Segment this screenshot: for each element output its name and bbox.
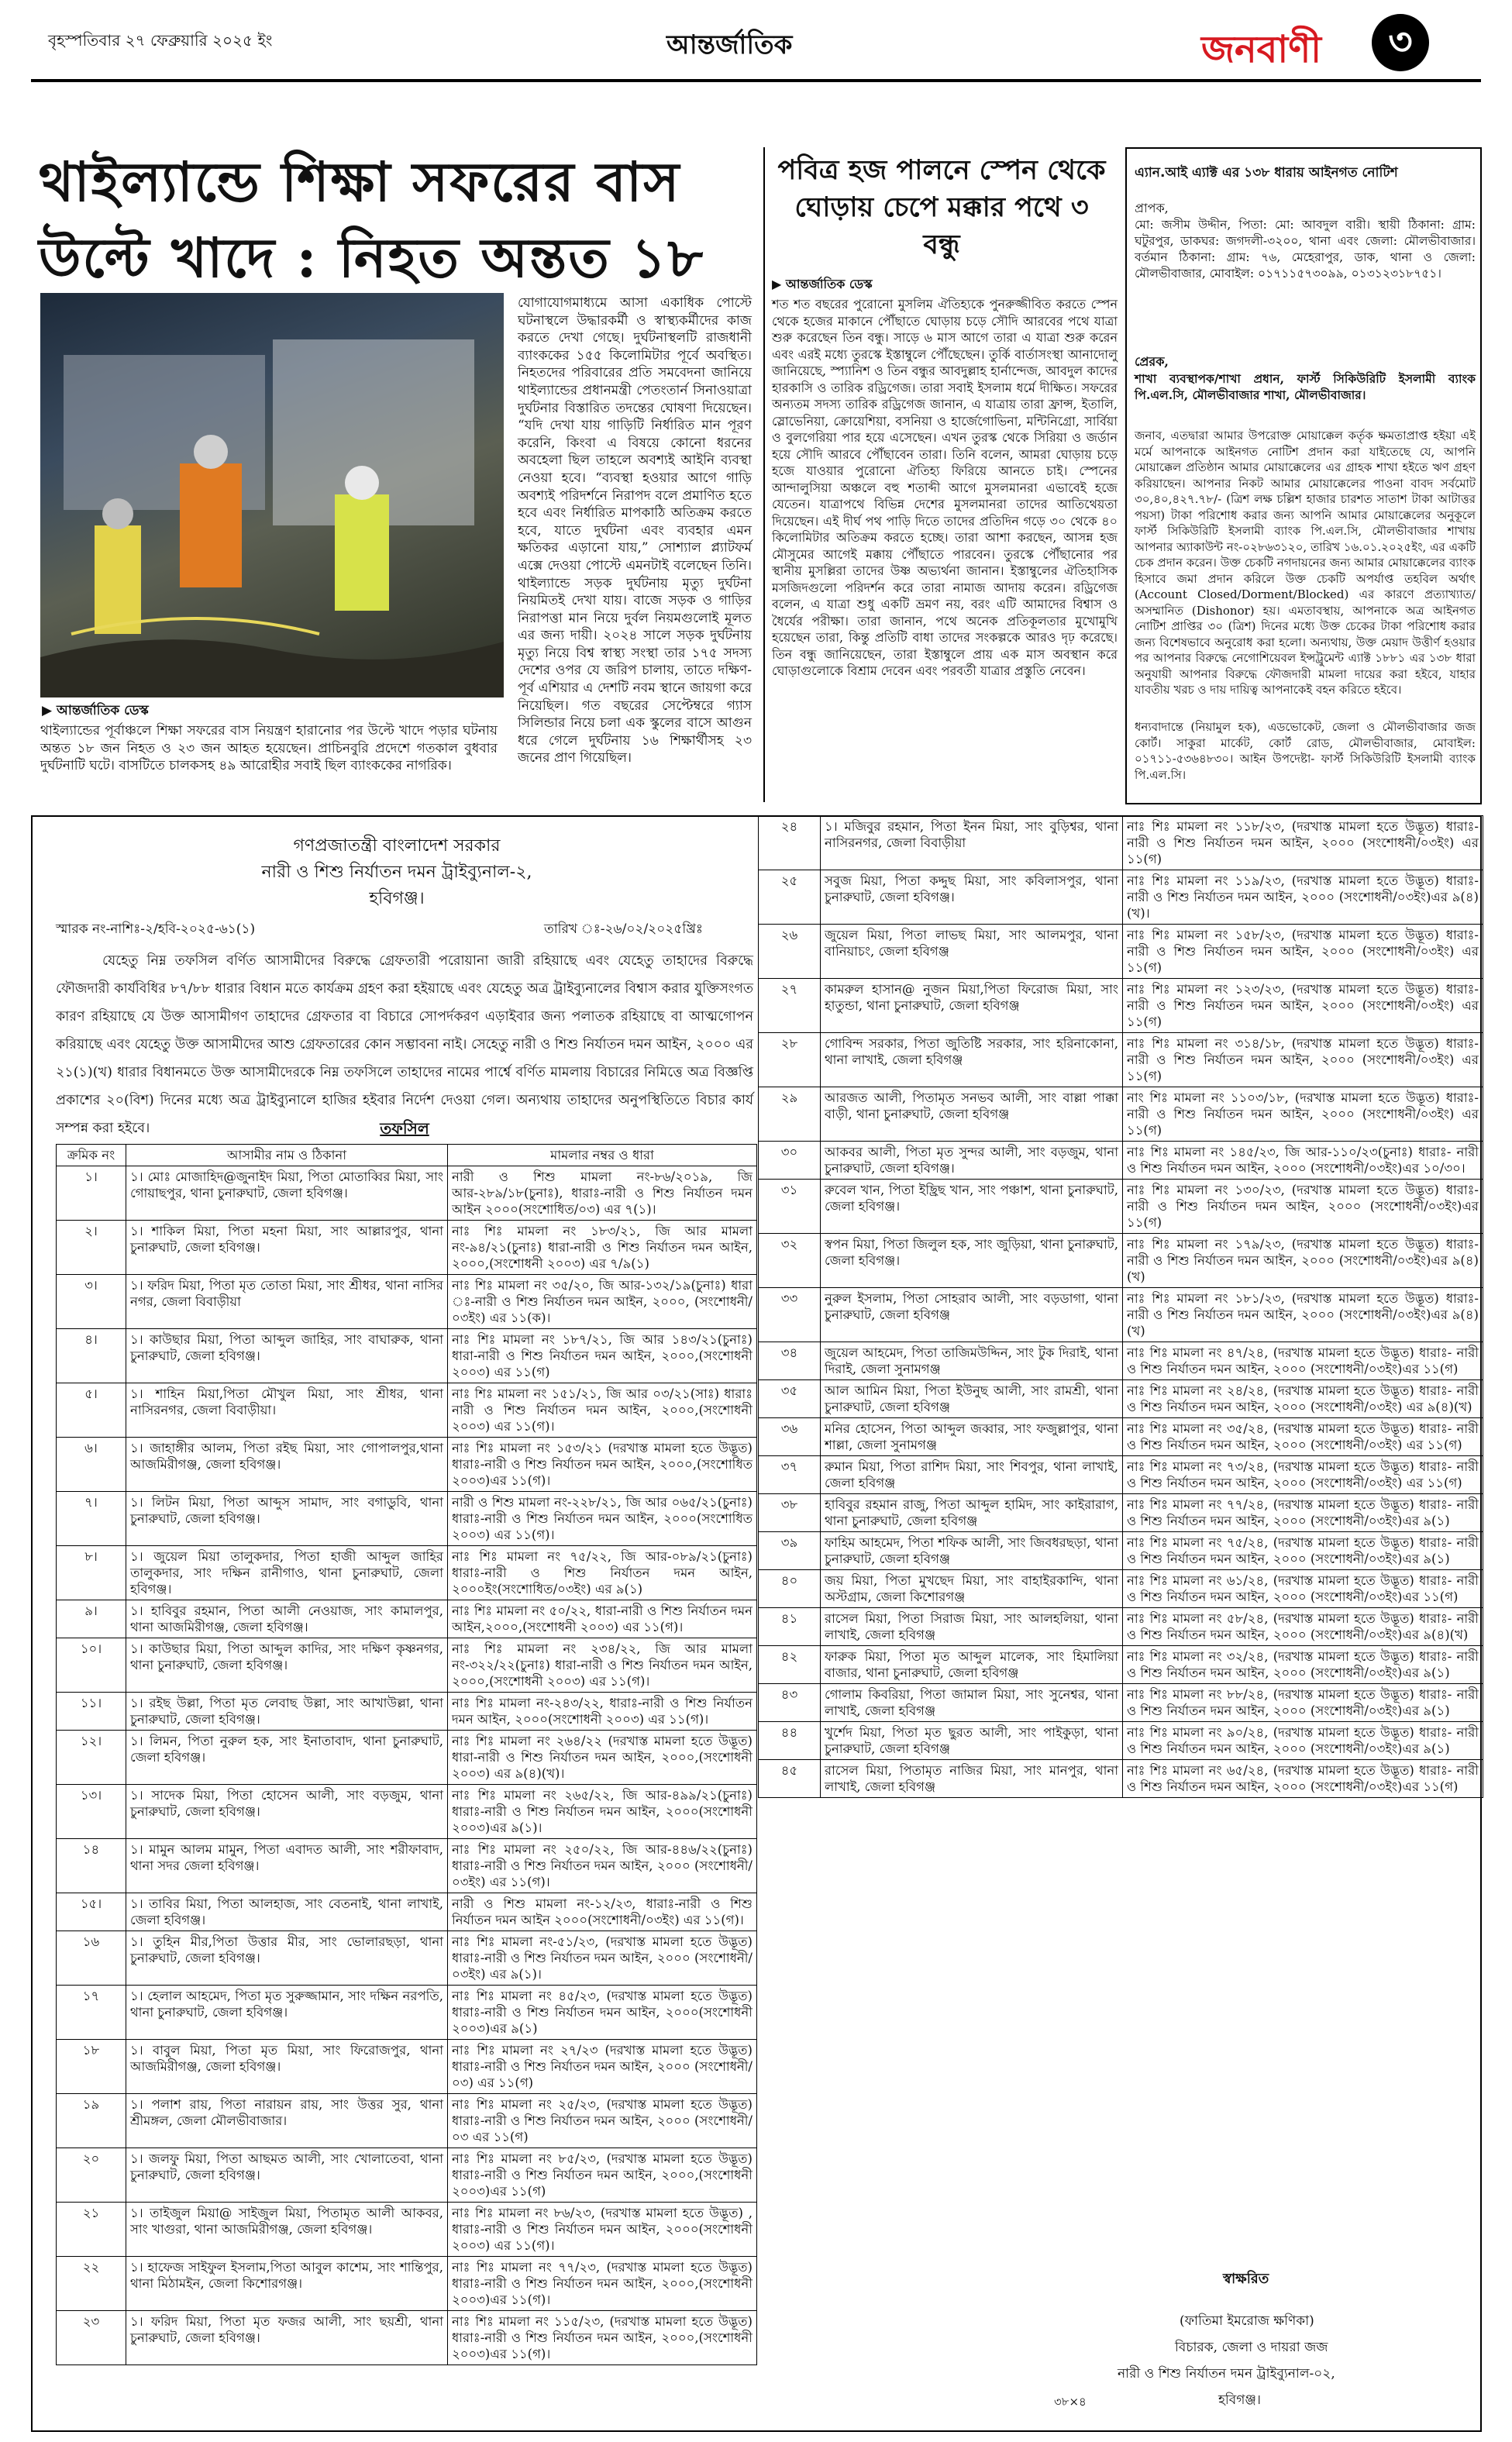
table-row [57, 1986, 757, 2040]
table-row [57, 2203, 757, 2257]
col-header-accused: আসামীর নাম ও ঠিকানা [126, 1145, 448, 1166]
case-cell: নাঃ শিঃ মামলা নং ৪৭/২৪, (দরখাস্ত মামলা হতে উদ্ভূত) ধারাঃ- নারী ও শিশু নির্যাতন দমন আইন, ২০০০ (সংশোধনী/০৩ইং)এর ১১(গ) [1123, 1342, 1483, 1380]
case-cell: নাঃ শিঃ মামলা নং ১৭৯/২৩, (দরখাস্ত মামলা হতে উদ্ভূত) ধারাঃ- নারী ও শিশু নির্যাতন দমন আইন, ২০০০ (সংশোধনী/০৩ইং)এর ৯(৪)(খ) [1123, 1234, 1483, 1288]
table-row [57, 1546, 757, 1600]
table-row [57, 2311, 757, 2365]
serial-cell: ২০ [57, 2148, 126, 2203]
signer-title: বিচারক, জেলা ও দায়রা জজ [1175, 2340, 1328, 2355]
hajj-body: শত শত বছরের পুরোনো মুসলিম ঐতিহ্যকে পুনরুজ্জীবিত করতে স্পেন থেকে হজের মাকানে পৌঁছাতে ঘোড়ায় চড়ে সৌদি আরবের পথে যাত্রা শুরু করেছেন তিন বন্ধু। সাড়ে ৬ মাস আগে তারা এ যাত্রা শুরু করেন এবং এরই মধ্যে তুরস্কে ইস্তাম্বুলে পৌঁছেছেন। তুর্কি বার্তাসংস্থা আনাদোলু জানিয়েছে, স্প্যানিশ ও তিন বন্ধুর আবদুল্লাহ হার্নান্দেজ, আবদুল কাদের হারকাসি ও তারিক রড্রিগেজ। তারা সবাই ইসলাম ধর্মে দীক্ষিত। সফরের অন্যতম সদস্য তারিক রড্রিগেজ জানান, এ যাত্রায় তারা ফ্রান্স, ইতালি, স্লোভেনিয়া, ক্রোয়েশিয়া, বসনিয়া ও হার্জেগোভিনা, মন্টিনিগ্রো, সার্বিয়া ও বুলগেরিয়া পার হয়ে এসেছেন। এখন তুরস্ক থেকে সিরিয়া ও জর্ডান হয়ে সৌদি আরবে পৌঁছাবেন তারা। তিনি বলেন, আমরা ঘোড়ায় চড়ে হজে যাওয়ার পুরোনো ঐতিহ্য ফিরিয়ে আনতে চাই। স্পেনের আন্দালুসিয়া অঞ্চলে বহু শতাব্দী আগে মুসলমানরা এভাবেই হজে যেতেন। যাত্রাপথে বিভিন্ন দেশের মুসলমানরা তাদের আতিথেয়তা দিয়েছেন। এই দীর্ঘ পথ পাড়ি দিতে তাদের প্রতিদিন গড়ে ৩০ থেকে ৪০ কিলোমিটার অতিক্রম করতে হচ্ছে। তারা আশা করছেন, আসন্ন হজ মৌসুমের আগেই মক্কায় পৌঁছাতে পারবেন। তুরস্কে পৌঁছানোর পর স্থানীয় মুসল্লিরা তাদের উষ্ণ অভ্যর্থনা জানান। ইস্তাম্বুলের ঐতিহাসিক মসজিদগুলো পরিদর্শন করে তারা নামাজ আদায় করেন। রড্রিগেজ বলেন, এ যাত্রা শুধু একটি ভ্রমণ নয়, বরং এটি আমাদের বিশ্বাস ও ধৈর্যের পরীক্ষা। তারা জানান, পথে অনেক প্রতিকূলতার মুখোমুখি হয়েছেন তারা, কিন্তু প্রতিটি বাধা তাদের সংকল্পকে আরও দৃঢ় করেছে। তিন বন্ধু জানিয়েছেন, তারা ইস্তাম্বুলে প্রায় এক মাস অবস্থান করে ঘোড়াগুলোকে বিশ্রাম দেবেন এবং পরবর্তী যাত্রার প্রস্তুতি নেবেন। [772, 297, 1118, 678]
accused-cell: স্বপন মিয়া, পিতা জিলুল হক, সাং জুড়িয়া, থানা চুনারুঘাট, জেলা হবিগঞ্জ। [821, 1234, 1123, 1288]
table-row [759, 1180, 1483, 1234]
main-headline [39, 144, 752, 296]
tribunal-place: হবিগঞ্জ। [369, 889, 425, 908]
main-headline-line2: উল্টে খাদে : নিহত অন্তত ১৮ [39, 226, 704, 290]
case-cell: নাঃ শিঃ মামলা নং ৭৭/২৪, (দরখাস্ত মামলা হতে উদ্ভূত) ধারাঃ- নারী ও শিশু নির্যাতন দমন আইন, ২০০০ (সংশোধনী/০৩ইং)এর ৯(১) [1123, 1494, 1483, 1532]
case-cell: নাঃ শিঃ মামলা নং ২৭/২৩ (দরখাস্ত মামলা হতে উদ্ভূত) ধারাঃ-নারী ও শিশু নির্যাতন দমন আইন, ২০০০ (সংশোধনী/০৩) এর ১১(গ) [448, 2040, 757, 2094]
case-cell: নাঃ শিঃ মামলা নং ২৩৪/২২, জি আর মামলা নং-৩২২/২২(চুনাঃ) ধারা-নারী ও শিশু নির্যাতন দমন আইন, ২০০০,(সংশোধনী ২০০৩) এর ১১(গ)। [448, 1638, 757, 1693]
case-cell: নাঃ শিঃ মামলা নং ৬৫/২৪, (দরখাস্ত মামলা হতে উদ্ভূত) ধারাঃ- নারী ও শিশু নির্যাতন দমন আইন, ২০০০ (সংশোধনী/০৩ইং)এর ১১(গ) [1123, 1760, 1483, 1798]
serial-cell: ১। [57, 1166, 126, 1221]
accused-cell: মনির হোসেন, পিতা আব্দুল জব্বার, সাং ফজুল্লাপুর, থানা শাল্লা, জেলা সুনামগঞ্জ [821, 1418, 1123, 1456]
caption-marker-icon: ▶ [42, 703, 57, 718]
accused-cell: ১। তাইজুল মিয়া@ সাইজুল মিয়া, পিতামৃত আলী আকবর, সাং খাগুরা, থানা আজমিরীগঞ্জ, জেলা হবিগঞ্জ। [126, 2203, 448, 2257]
accused-cell: ১। জলফু মিয়া, পিতা আছমত আলী, সাং খোলাতেবা, থানা চুনারুঘাট, জেলা হবিগঞ্জ। [126, 2148, 448, 2203]
table-row [57, 1166, 757, 1221]
tribunal-gov: গণপ্রজাতন্ত্রী বাংলাদেশ সরকার [293, 836, 501, 856]
accused-cell: হাবিবুর রহমান রাজু, পিতা আব্দুল হামিদ, সাং কাইরারাগ, থানা চুনারুঘাট, জেলা হবিগঞ্জ [821, 1494, 1123, 1532]
tribunal-para: যেহেতু নিম্ন তফসিল বর্ণিত আসামীদের বিরুদ্ধে গ্রেফতারী পরোয়ানা জারী রহিয়াছে এবং যেহেতু তাহাদের বিরুদ্ধে ফৌজদারী কার্যবিধির ৮৭/৮৮ ধারার বিধান মতে কার্যক্রম গ্রহণ করা হইয়াছে এবং যেহেতু অত্র ট্রাইব্যুনালের বিশ্বাস করার যুক্তিসংগত কারণ রহিয়াছে যে উক্ত আসামীগণ তাহাদের গ্রেফতার বা বিচারে সোপর্দকরণ এড়াইবার জন্য পলাতক রহিয়াছে বা আত্মগোপন করিয়াছে এবং যেহেতু উক্ত আসামীদের আশু গ্রেফতারের কোন সম্ভাবনা নাই। সেহেতু নারী ও শিশু নির্যাতন দমন আইন, ২০০০ এর ২১(১)(খ) ধারার বিধানমতে উক্ত আসামীদেরকে নিম্ন তফসিলে তাহাদের নামের পার্শ্বে বর্ণিত মামলায় বিচারের নিমিত্তে অত্র বিজ্ঞপ্তি প্রকাশের ২০(বিশ) দিনের মধ্যে অত্র ট্রাইব্যুনালে হাজির হইবার নির্দেশ দেওয়া গেল। অন্যথায় তাহাদের অনুপস্থিতিতে বিচার কার্য সম্পন্ন করা হইবে। [56, 953, 753, 1136]
accused-cell: ফাহিম আহমেদ, পিতা শফিক আলী, সাং জিবধরছড়া, থানা চুনারুঘাট, জেলা হবিগঞ্জ [821, 1532, 1123, 1570]
serial-cell: ৩৬ [759, 1418, 821, 1456]
main-headline-line1: থাইল্যান্ডে শিক্ষা সফরের বাস [39, 150, 681, 214]
accused-cell: খুর্শেদ মিয়া, পিতা মৃত ছুরত আলী, সাং পাইকুড়া, থানা চুনারুঘাট, জেলা হবিগঞ্জ [821, 1722, 1123, 1760]
serial-cell: ৭। [57, 1492, 126, 1546]
section-title: আন্তর্জাতিক [666, 29, 793, 60]
main-story-divider [763, 147, 765, 802]
serial-cell: ৪১ [759, 1608, 821, 1646]
serial-cell: ৪৫ [759, 1760, 821, 1798]
accused-cell: ১। শাহিন মিয়া,পিতা মৌখুল মিয়া, সাং শ্রীধর, থানা নাসিরনগর, জেলা বিবাড়ীয়া। [126, 1383, 448, 1438]
table-row [57, 1638, 757, 1693]
page-number: ৩ [1372, 14, 1429, 71]
serial-cell: ২। [57, 1221, 126, 1275]
table-row [759, 1760, 1483, 1798]
table-row [759, 1380, 1483, 1418]
serial-cell: ২৩ [57, 2311, 126, 2365]
accused-cell: ১। জাহাঙ্গীর আলম, পিতা রইছ মিয়া, সাং গোপালপুর,থানা আজমিরীগঞ্জ, জেলা হবিগঞ্জ। [126, 1438, 448, 1492]
serial-cell: ৩১ [759, 1180, 821, 1234]
table-row [759, 1532, 1483, 1570]
accused-cell: জয় মিয়া, পিতা মুখছেদ মিয়া, সাং বাহাইরকান্দি, থানা অস্টগ্রাম, জেলা কিশোরগঞ্জ [821, 1570, 1123, 1608]
serial-cell: ১৮ [57, 2040, 126, 2094]
table-row [57, 1839, 757, 1893]
main-col2: যোগাযোগমাধ্যমে আসা একাধিক পোস্টে ঘটনাস্থলে উদ্ধারকর্মী ও স্বাস্থ্যকর্মীদের কাজ করতে দেখা গেছে। দুর্ঘটনাস্থলটি রাজধানী ব্যাংককের ১৫৫ কিলোমিটার পূর্বে অবস্থিত। নিহতদের পরিবারের প্রতি সমবেদনা জানিয়ে থাইল্যান্ডের প্রধানমন্ত্রী পেতংতার্ন সিনাওয়াত্রা দুর্ঘটনার বিস্তারিত তদন্তের ঘোষণা দিয়েছেন। “যদি দেখা যায় গাড়িটি নির্ধারিত মান পূরণ করেনি, কিংবা এ বিষয়ে কোনো ধরনের অবহেলা ছিল তাহলে অবশ্যই আইনি ব্যবস্থা নেওয়া হবে। “ব্যবস্থা হওয়ার আগে গাড়ি অবশ্যই পরিদর্শনে নিরাপদ বলে প্রমাণিত হতে হবে এবং নির্ধারিত মাপকাঠি অতিক্রম করতে হবে, যাতে দুর্ঘটনা এবং ব্যবহার এমন ক্ষতিকর এড়ানো যায়,” সোশ্যাল প্ল্যাটফর্ম এক্সে দেওয়া পোস্টে এমনটাই বলেছেন তিনি। থাইল্যান্ডে সড়ক দুর্ঘটনায় মৃত্যু দুর্ঘটনা নিয়মিতই দেখা যায়। বাজে সড়ক ও গাড়ির নিরাপত্তা মান নিয়ে দুর্বল নিয়মগুলোই মূলত এর জন্য দায়ী। ২০২৪ সালে সড়ক দুর্ঘটনায় মৃত্যু নিয়ে বিশ্ব স্বাস্থ্য সংস্থা তার ১৭৫ সদস্য দেশের ওপর যে জরিপ চালায়, তাতে দক্ষিণ-পূর্ব এশিয়ার এ দেশটি নবম স্থানে জায়গা করে নিয়েছিল। গত বছরের সেপ্টেম্বরে গ্যাস সিলিন্ডার নিয়ে চলা এক স্কুলের বাসে আগুন ধরে গেলে দুর্ঘটনায় ১৬ শিক্ষার্থীসহ ২৩ জনের প্রাণ গিয়েছিল। [518, 295, 752, 766]
serial-cell: ২৯ [759, 1087, 821, 1142]
case-cell: নাঃ শিঃ মামলা নং ৮৬/২৩, (দরখাস্ত মামলা হতে উদ্ভূত) , ধারাঃ-নারী ও শিশু নির্যাতন দমন আইন, ২০০০(সংশোধনী ২০০৩) এর ১১(গ)। [448, 2203, 757, 2257]
case-cell: নাঃ শিঃ মামলা নং ২৫/২৩, (দরখাস্ত মামলা হতে উদ্ভূত) ধারাঃ-নারী ও শিশু নির্যাতন দমন আইন, ২০০০ (সংশোধনী/০৩ এর ১১(গ) [448, 2094, 757, 2148]
case-cell: নাঃ শিঃ মামলা নং ১৮৭/২১, জি আর ১৪৩/২১(চুনাঃ) ধারা-নারী ও শিশু নির্যাতন দমন আইন, ২০০০,(সংশোধনী ২০০৩) এর ১১(গ) [448, 1329, 757, 1383]
case-cell: নাঃ শিঃ মামলা নং-২৪৩/২২, ধারাঃ-নারী ও শিশু নির্যাতন দমন আইন, ২০০০(সংশোধনী ২০০৩) এর ১১(গ)। [448, 1693, 757, 1731]
serial-cell: ২২ [57, 2257, 126, 2311]
accused-cell: ফারুক মিয়া, পিতা মৃত আব্দুল মালেক, সাং হিমালিয়া বাজার, থানা চুনারুঘাট, জেলা হবিগঞ্জ [821, 1646, 1123, 1684]
serial-cell: ৪২ [759, 1646, 821, 1684]
accused-cell: রাসেল মিয়া, পিতামৃত নাজির মিয়া, সাং মানপুর, থানা লাখাই, জেলা হবিগঞ্জ [821, 1760, 1123, 1798]
table-header-row [57, 1145, 757, 1166]
case-cell: নাং শিঃ মামলা নং ১১০৩/১৮, (দরখাস্ত মামলা হতে উদ্ভূত) ধারাঃ- নারী ও শিশু নির্যাতন দমন আইন, ২০০০ (সংশোধনী/০৩ইং) এর ১১(গ) [1123, 1087, 1483, 1142]
accused-cell: ১। ফরিদ মিয়া, পিতা মৃত তোতা মিয়া, সাং শ্রীধর, থানা নাসির নগর, জেলা বিবাড়ীয়া [126, 1275, 448, 1329]
logo [1201, 17, 1449, 71]
accused-cell: রুমান মিয়া, পিতা রাশিদ মিয়া, সাং শিবপুর, থানা লাখাই, জেলা হবিগঞ্জ [821, 1456, 1123, 1494]
serial-cell: ৮। [57, 1546, 126, 1600]
case-cell: নাঃ শিঃ মামলা নং ১৮১/২৩, (দরখাস্ত মামলা হতে উদ্ভূত) ধারাঃ- নারী ও শিশু নির্যাতন দমন আইন, ২০০০ (সংশোধনী/০৩ইং)এর ৯(৪)(খ) [1123, 1288, 1483, 1342]
case-cell: নাঃ শিঃ মামলা নং ৭৫/২৪, (দরখাস্ত মামলা হতে উদ্ভূত) ধারাঃ- নারী ও শিশু নির্যাতন দমন আইন, ২০০০ (সংশোধনী/০৩ইং)এর ৯(১) [1123, 1532, 1483, 1570]
accused-cell: আল আমিন মিয়া, পিতা ইউনুছ আলী, সাং রামশ্রী, থানা চুনারুঘাট, জেলা হবিগঞ্জ [821, 1380, 1123, 1418]
serial-cell: ১৪ [57, 1839, 126, 1893]
serial-cell: ৩৯ [759, 1532, 821, 1570]
col-header-serial: ক্রমিক নং [57, 1145, 126, 1166]
bus-crash-photo [40, 293, 504, 697]
case-cell: নাঃ শিঃ মামলা নং ৭৩/২৪, (দরখাস্ত মামলা হতে উদ্ভূত) ধারাঃ- নারী ও শিশু নির্যাতন দমন আইন, ২০০০ (সংশোধনী/০৩ইং) এর ১১(গ) [1123, 1456, 1483, 1494]
case-cell: নাঃ শিঃ মামলা নং ১১৮/২৩, (দরখাস্ত মামলা হতে উদ্ভূত) ধারাঃ- নারী ও শিশু নির্যাতন দমন আইন, ২০০০ (সংশোধনী/০৩ইং) এর ১১(গ) [1123, 816, 1483, 870]
case-cell: নাঃ শিঃ মামলা নং ৫৮/২৪, (দরখাস্ত মামলা হতে উদ্ভূত) ধারাঃ- নারী ও শিশু নির্যাতন দমন আইন, ২০০০ (সংশোধনী/০৩ইং)এর ৯(৪)(খ) [1123, 1608, 1483, 1646]
table-row [57, 1492, 757, 1546]
case-cell: নাঃ শিঃ মামলা নং ১১৫/২৩, (দরখাস্ত মামলা হতে উদ্ভূত) ধারাঃ-নারী ও শিশু নির্যাতন দমন আইন, ২০০০,(সংশোধনী ২০০৩)এর ১১(গ)। [448, 2311, 757, 2365]
case-cell: নাঃ শিঃ মামলা নং ১৫৮/২৩, (দরখাস্ত মামলা হতে উদ্ভূত) ধারাঃ- নারী ও শিশু নির্যাতন দমন আইন, ২০০০ (সংশোধনী/০৩ইং) এর ১১(গ) [1123, 925, 1483, 979]
table-row [57, 1438, 757, 1492]
table-row [759, 1722, 1483, 1760]
table-row [759, 816, 1483, 870]
table-row [759, 979, 1483, 1033]
serial-cell: ৩৭ [759, 1456, 821, 1494]
case-cell: নাঃ শিঃ মামলা নং ২৪/২৪, (দরখাস্ত মামলা হতে উদ্ভূত) ধারাঃ- নারী ও শিশু নির্যাতন দমন আইন, ২০০০ (সংশোধনী/০৩ইং) এর ৯(৪)(খ) [1123, 1380, 1483, 1418]
case-cell: নাঃ শিঃ মামলা নং ১৫১/২১, জি আর ০৩/২১(সাঃ) ধারাঃ নারী ও শিশু নির্যাতন দমন আইন, ২০০০,(সংশোধনী ২০০৩) এর ১১(গ)। [448, 1383, 757, 1438]
legal-notice-box [1125, 147, 1482, 804]
accused-cell: ১। মামুন আলম মামুন, পিতা এবাদত আলী, সাং শরীফাবাদ, থানা সদর জেলা হবিগঞ্জ। [126, 1839, 448, 1893]
table-row [759, 1570, 1483, 1608]
serial-cell: ৩৩ [759, 1288, 821, 1342]
recipient-label: প্রাপক, [1135, 201, 1169, 215]
serial-cell: ৩০ [759, 1142, 821, 1180]
accused-cell: ১। ফরিদ মিয়া, পিতা মৃত ফজর আলী, সাং ছয়শ্রী, থানা চুনারুঘাট, জেলা হবিগঞ্জ। [126, 2311, 448, 2365]
recipient-text: মো: জসীম উদ্দীন, পিতা: মো: আবদুল বারী। স্থায়ী ঠিকানা: গ্রাম: ঘটুরপুর, ডাকঘর: জগদলী-৩২০০, থানা এবং জেলা: মৌলভীবাজার। বর্তমান ঠিকানা: গ্রাম: ৭৬, মেহেরাপুর, ডাক, থানা ও জেলা: মৌলভীবাজার, মোবাইল: ০১৭১১৫৭৩০৯৯, ০১৩১২৩১৮৭৫১। [1135, 218, 1476, 281]
case-cell: নাঃ শিঃ মামলা নং ৭৫/২২, জি আর-০৮৯/২১(চুনাঃ) ধারাঃ-নারী ও শিশু নির্যাতন দমন আইন, ২০০০ইং(সংশোধিত/০৩ইং) এর ৯(১) [448, 1546, 757, 1600]
case-cell: নারী ও শিশু মামলা নং-৮৬/২০১৯, জি আর-২৮৯/১৮(চুনাঃ), ধারাঃ-নারী ও শিশু নির্যাতন দমন আইন ২০০০(সংশোধিত/০৩) এর ৭(১)। [448, 1166, 757, 1221]
case-cell: নারী ও শিশু মামলা নং-১২/২৩, ধারাঃ-নারী ও শিশু নির্যাতন দমন আইন ২০০০(সংশোধনী/০৩ইং) এর ১১(গ)। [448, 1893, 757, 1931]
table-row [759, 1288, 1483, 1342]
header-rule [31, 79, 1481, 82]
case-cell: নাঃ শিঃ মামলা নং ১১৯/২৩, (দরখাস্ত মামলা হতে উদ্ভূত) ধারাঃ- নারী ও শিশু নির্যাতন দমন আইন, ২০০০ (সংশোধনী/০৩ইং)এর ৯(৪)(খ)। [1123, 870, 1483, 925]
serial-cell: ১০। [57, 1638, 126, 1693]
case-cell: নাঃ শিঃ মামলা নং ১৫৩/২১ (দরখাস্ত মামলা হতে উদ্ভূত) ধারাঃ-নারী ও শিশু নির্যাতন দমন আইন, ২০০০,(সংশোধিত ২০০৩)এর ১১(গ)। [448, 1438, 757, 1492]
accused-cell: ১। মজিবুর রহমান, পিতা ইনন মিয়া, সাং বুড়িশ্বর, থানা নাসিরনগর, জেলা বিবাড়ীয়া [821, 816, 1123, 870]
case-cell: নাঃ শিঃ মামলা নং-৫১/২৩, (দরখাস্ত মামলা হতে উদ্ভূত) ধারাঃ-নারী ও শিশু নির্যাতন দমন আইন, ২০০০ (সংশোধনী/০৩ইং) এর ৯(১)। [448, 1931, 757, 1986]
hajj-byline [772, 274, 873, 295]
serial-cell: ১২। [57, 1731, 126, 1785]
serial-cell: ৯। [57, 1600, 126, 1638]
crash-scene-illustration [40, 293, 504, 697]
case-cell: নাঃ শিঃ মামলা নং ১২৩/২৩, (দরখাস্ত মামলা হতে উদ্ভূত) ধারাঃ- নারী ও শিশু নির্যাতন দমন আইন, ২০০০ (সংশোধনী/০৩ইং) এর ১১(গ) [1123, 979, 1483, 1033]
serial-cell: ২৭ [759, 979, 821, 1033]
accused-cell: আকবর আলী, পিতা মৃত সুন্দর আলী, সাং বড়জুম, থানা চুনারুঘাট, জেলা হবিগঞ্জ। [821, 1142, 1123, 1180]
serial-cell: ৩৪ [759, 1342, 821, 1380]
logo-text: জনবাণী [1201, 28, 1321, 71]
photo-caption-text: আন্তর্জাতিক ডেস্ক [57, 703, 149, 718]
serial-cell: ৪৩ [759, 1684, 821, 1722]
serial-cell: ২৮ [759, 1033, 821, 1087]
table-row [759, 1234, 1483, 1288]
serial-cell: ১৩। [57, 1785, 126, 1839]
accused-cell: ১। রইছ উল্লা, পিতা মৃত লেবাছ উল্লা, সাং আখাউল্লা, থানা চুনারুঘাট, জেলা হবিগঞ্জ। [126, 1693, 448, 1731]
serial-cell: ২৬ [759, 925, 821, 979]
signer-place: হবিগঞ্জ। [1218, 2392, 1262, 2408]
table-row [57, 1329, 757, 1383]
signed-label: স্বাক্ষরিত [1223, 2271, 1269, 2287]
case-cell: নাঃ শিঃ মামলা নং ৫০/২২, ধারা-নারী ও শিশু নির্যাতন দমন আইন,২০০০,(সংশোধনী ২০০৩) এর ১১(গ)। [448, 1600, 757, 1638]
accused-cell: গোলাম কিবরিয়া, পিতা জামাল মিয়া, সাং সুনেশ্বর, থানা লাখাই, জেলা হবিগঞ্জ [821, 1684, 1123, 1722]
case-cell: নারী ও শিশু মামলা নং-২২৮/২১, জি আর ০৬৫/২১(চুনাঃ) ধারাঃ-নারী ও শিশু নির্যাতন দমন আইন, ২০০০(সংশোধিত ২০০৩) এর ১১(গ)। [448, 1492, 757, 1546]
accused-cell: ১। হেলাল আহমেদ, পিতা মৃত সুরুজ্জামান, সাং দক্ষিন নরপতি, থানা চুনারুঘাট, জেলা হবিগঞ্জ। [126, 1986, 448, 2040]
accused-cell: ১। লিটন মিয়া, পিতা আব্দুস সামাদ, সাং বগাডুবি, থানা চুনারুঘাট, জেলা হবিগঞ্জ। [126, 1492, 448, 1546]
table-row [759, 870, 1483, 925]
accused-cell: ১। কাউছার মিয়া, পিতা আব্দুল কাদির, সাং দক্ষিণ কৃষ্ণনগর, থানা চুনারুঘাট, জেলা হবিগঞ্জ। [126, 1638, 448, 1693]
serial-cell: ১৯ [57, 2094, 126, 2148]
table-row [57, 1693, 757, 1731]
legal-notice-signer: ধন্যবাদান্তে (নিয়ামুল হক), এডভোকেট, জেলা ও মৌলভীবাজার জজ কোর্ট। সাকুরা মার্কেট, কোর্ট রোড, মৌলভীবাজার, মোবাইল: ০১৭১১-৫৩৬৪৮৩০। আইন উপদেষ্টা- ফার্স্ট সিকিউরিটি ইসলামী ব্যাংক পি.এল.সি। [1135, 720, 1476, 782]
tribunal-date: তারিখ ঃ-২৬/০২/২০২৫খ্রিঃ [544, 921, 703, 937]
table-row [759, 1646, 1483, 1684]
case-cell: নাঃ শিঃ মামলা নং ৩৫/২০, জি আর-১৩২/১৯(চুনাঃ) ধারা ঃ-নারী ও শিশু নির্যাতন দমন আইন, ২০০০, (সংশোধনী/০৩ইং) এর ১১(ক)। [448, 1275, 757, 1329]
serial-cell: ১৬ [57, 1931, 126, 1986]
table-row [759, 1142, 1483, 1180]
footer-code: ৩৮×৪ [1054, 2395, 1087, 2409]
signer-name: (ফাতিমা ইমরোজ ক্ষণিকা) [1180, 2313, 1314, 2329]
accused-cell: ১। বাবুল মিয়া, পিতা মৃত মিয়া, সাং ফিরোজপুর, থানা আজমিরীগঞ্জ, জেলা হবিগঞ্জ। [126, 2040, 448, 2094]
accused-cell: ১। সাদেক মিয়া, পিতা হোসেন আলী, সাং বড়জুম, থানা চুনারুঘাট, জেলা হবিগঞ্জ। [126, 1785, 448, 1839]
schedule-table-right [758, 815, 1483, 2255]
main-intro: থাইল্যান্ডের পূর্বাঞ্চলে শিক্ষা সফরের বাস নিয়ন্ত্রণ হারানোর পর উল্টে খাদে পড়ার ঘটনায় অন্তত ১৮ জন নিহত ও ২৩ জন আহত হয়েছেন। প্রাচিনবুরি প্রদেশে গতকাল বুধবার দুর্ঘটনাটি ঘটে। বাসটিতে চালকসহ ৪৯ আরোহীর সবাই ছিল ব্যাংককের নাগরিক। [40, 723, 498, 774]
case-cell: নাঃ শিঃ মামলা নং ৪৫/২৩, (দরখাস্ত মামলা হতে উদ্ভূত) ধারাঃ-নারী ও শিশু নির্যাতন দমন আইন, ২০০০(সংশোধনী ২০০৩)এর ৯(১) [448, 1986, 757, 2040]
accused-cell: সবুজ মিয়া, পিতা কদ্দুছ মিয়া, সাং কবিলাসপুর, থানা চুনারুঘাট, জেলা হবিগঞ্জ। [821, 870, 1123, 925]
col-header-case: মামলার নম্বর ও ধারা [448, 1145, 757, 1166]
hajj-headline: পবিত্র হজ পালনে স্পেন থেকে ঘোড়ায় চেপে মক্কার পথে ৩ বন্ধু [777, 154, 1106, 260]
photo-caption [42, 701, 149, 722]
accused-cell: ১। পলাশ রায়, পিতা নারায়ন রায়, সাং উত্তর সুর, থানা শ্রীমঙ্গল, জেলা মৌলভীবাজার। [126, 2094, 448, 2148]
signer-court: নারী ও শিশু নির্যাতন দমন ট্রাইব্যুনাল-০২, [1118, 2366, 1335, 2382]
accused-cell: ১। লিমন, পিতা নুরুল হক, সাং ইনাতাবাদ, থানা চুনারুঘাট, জেলা হবিগঞ্জ। [126, 1731, 448, 1785]
accused-cell: ১। তাবির মিয়া, পিতা আলহাজ, সাং বেতনাই, থানা লাখাই, জেলা হবিগঞ্জ। [126, 1893, 448, 1931]
table-row [57, 2040, 757, 2094]
serial-cell: ৩। [57, 1275, 126, 1329]
serial-cell: ৩৮ [759, 1494, 821, 1532]
serial-cell: ১৭ [57, 1986, 126, 2040]
serial-cell: ২৫ [759, 870, 821, 925]
table-row [57, 1275, 757, 1329]
case-cell: নাঃ শিঃ মামলা নং ১৩০/২৩, (দরখাস্ত মামলা হতে উদ্ভূত) ধারাঃ- নারী ও শিশু নির্যাতন দমন আইন, ২০০০ (সংশোধনী/০৩ইং)এর ১১(গ) [1123, 1180, 1483, 1234]
case-cell: নাঃ শিঃ মামলা নং ২৫০/২২, জি আর-৪৪৬/২২(চুনাঃ) ধারাঃ-নারী ও শিশু নির্যাতন দমন আইন, ২০০০ (সংশোধনী/০৩ইং) এর ১১(গ)। [448, 1839, 757, 1893]
accused-cell: রাসেল মিয়া, পিতা সিরাজ মিয়া, সাং আলহলিয়া, থানা লাখাই, জেলা হবিগঞ্জ [821, 1608, 1123, 1646]
serial-cell: ২১ [57, 2203, 126, 2257]
serial-cell: ৫। [57, 1383, 126, 1438]
table-row [57, 1600, 757, 1638]
accused-cell: ১। তুহিন মীর,পিতা উত্তার মীর, সাং ভোলারছড়া, থানা চুনারুঘাট, জেলা হবিগঞ্জ। [126, 1931, 448, 1986]
case-cell: নাঃ শিঃ মামলা নং ২৬৫/২২, জি আর-৪৯৯/২১(চুনাঃ) ধারাঃ-নারী ও শিশু নির্যাতন দমন আইন, ২০০০(সংশোধনী ২০০৩)এর ৯(১)। [448, 1785, 757, 1839]
case-cell: নাঃ শিঃ মামলা নং ৭৭/২৩, (দরখাস্ত মামলা হতে উদ্ভূত) ধারাঃ-নারী ও শিশু নির্যাতন দমন আইন, ২০০০,(সংশোধনী ২০০৩)এর ১১(গ)। [448, 2257, 757, 2311]
byline-marker-icon: ▶ [772, 277, 786, 291]
case-cell: নাঃ শিঃ মামলা নং ৩১৪/১৮, (দরখাস্ত মামলা হতে উদ্ভূত) ধারাঃ- নারী ও শিশু নির্যাতন দমন আইন, ২০০০ (সংশোধনী/০৩ইং) এর ১১(গ) [1123, 1033, 1483, 1087]
table-row [759, 1033, 1483, 1087]
sender-label: প্রেরক, [1135, 354, 1169, 369]
table-row [759, 1418, 1483, 1456]
case-cell: নাঃ শিঃ মামলা নং ২৬৪/২২ (দরখাস্ত মামলা হতে উদ্ভূত) ধারা-নারী ও শিশু নির্যাতন দমন আইন, ২০০০,(সংশোধনী ২০০৩) এর ৯(৪)(খ)। [448, 1731, 757, 1785]
serial-cell: ৪৪ [759, 1722, 821, 1760]
serial-cell: ১১। [57, 1693, 126, 1731]
header-date: বৃহস্পতিবার ২৭ ফেব্রুয়ারি ২০২৫ ইং [48, 31, 273, 50]
legal-notice-body: জনাব, এতদ্বারা আমার উপরোক্ত মোয়াক্কেল কর্তৃক ক্ষমতাপ্রাপ্ত হইয়া এই মর্মে আপনাকে আইনগত নোটিশ প্রদান করা যাইতেছে যে, আপনি মোয়াক্কেল প্রতিষ্ঠান আমার মোয়াক্কেলের এর গ্রাহক শাখা হইতে ঋণ গ্রহণ করিয়াছেন। আপনার নিকট আমার মোয়াক্কেলের পাওনা বাবদ সর্বমোট ৩০,৪০,৪২৭.৭৮/- (ত্রিশ লক্ষ চল্লিশ হাজার চারশত সাতাশ টাকা আটাত্তর পয়সা) টাকা পরিশোধ করার জন্য আপনি আমার মোয়াক্কেলের অনুকূলে ফার্স্ট সিকিউরিটি ইসলামী ব্যাংক পি.এল.সি, মৌলভীবাজার শাখায় আপনার অ্যাকাউন্ট নং-০২৮৬৩১২০, তারিখ ১৬.০১.২০২৫ইং, এর একটি চেক প্রদান করেন। উক্ত চেকটি নগদায়নের জন্য আমার মোয়াক্কেলের ব্যাংক হিসাবে জমা প্রদান করিলে উক্ত চেকটি অপর্যাপ্ত তহবিল অর্থাৎ (Account Closed/Dorment/Blocked) এর কারণে প্রত্যাখ্যাত/অসম্মানিত (Dishonor) হয়। এমতাবস্থায়, আপনাকে অত্র আইনগত নোটিশ প্রাপ্তির ৩০ (ত্রিশ) দিনের মধ্যে উক্ত চেকের টাকা পরিশোধ করার জন্য বিশেষভাবে অনুরোধ করা হলো। অন্যথায়, উক্ত মেয়াদ উত্তীর্ণ হওয়ার পর আপনার বিরুদ্ধে নেগোশিয়েবল ইন্সট্রুমেন্ট এ্যাক্ট ১৮৮১ এর ১৩৮ ধারা অনুযায়ী আপনার বিরুদ্ধে ফৌজদারী মামলা দায়ের করা হইবে, যাহার যাবতীয় খরচ ও দায় দায়িত্ব আপনাকেই বহন করিতে হইবে। [1135, 429, 1476, 697]
table-row [759, 1456, 1483, 1494]
tribunal-notice-box [31, 815, 1482, 2432]
table-row [57, 1221, 757, 1275]
table-row [57, 2094, 757, 2148]
table-row [57, 2148, 757, 2203]
table-row [57, 1731, 757, 1785]
schedule-table-continued [758, 815, 1483, 1798]
case-cell: নাঃ শিঃ মামলা নং ১৮৩/২১, জি আর মামলা নং-৯৪/২১(চুনাঃ) ধারা-নারী ও শিশু নির্যাতন দমন আইন, ২০০০,(সংশোধনী ২০০৩) এর ৭/৯(১) [448, 1221, 757, 1275]
serial-cell: ২৪ [759, 816, 821, 870]
accused-cell: ১। হাবিবুর রহমান, পিতা আলী নেওয়াজ, সাং কামালপুর, থানা আজমিরীগঞ্জ, জেলা হবিগঞ্জ। [126, 1600, 448, 1638]
case-cell: নাঃ শিঃ মামলা নং ৮৫/২৩, (দরখাস্ত মামলা হতে উদ্ভূত) ধারাঃ-নারী ও শিশু নির্যাতন দমন আইন, ২০০০,(সংশোধনী ২০০৩)এর ১১(গ) [448, 2148, 757, 2203]
table-row [57, 1931, 757, 1986]
accused-cell: রুবেল খান, পিতা ইছ্রিছ খান, সাং পঞ্চাশ, থানা চুনারুঘাট, জেলা হবিগঞ্জ। [821, 1180, 1123, 1234]
case-cell: নাঃ শিঃ মামলা নং ৮৮/২৪, (দরখাস্ত মামলা হতে উদ্ভূত) ধারাঃ- নারী ও শিশু নির্যাতন দমন আইন, ২০০০ (সংশোধনী/০৩ইং)এর ৯(১) [1123, 1684, 1483, 1722]
case-cell: নাঃ শিঃ মামলা নং ৩২/২৪, (দরখাস্ত মামলা হতে উদ্ভূত) ধারাঃ- নারী ও শিশু নির্যাতন দমন আইন, ২০০০ (সংশোধনী/০৩ইং)এর ৯(১) [1123, 1646, 1483, 1684]
table-row [57, 1785, 757, 1839]
serial-cell: ৪০ [759, 1570, 821, 1608]
accused-cell: জুয়েল মিয়া, পিতা লাভছ মিয়া, সাং আলমপুর, থানা বানিয়াচং, জেলা হবিগঞ্জ [821, 925, 1123, 979]
serial-cell: ৩২ [759, 1234, 821, 1288]
legal-notice-title: এ্যান.আই এ্যাক্ট এর ১৩৮ ধারায় আইনগত নোটিশ [1135, 165, 1398, 181]
tribunal-court: নারী ও শিশু নির্যাতন দমন ট্রাইব্যুনাল-২, [261, 863, 532, 882]
accused-cell: জুয়েল আহমেদ, পিতা তাজিমউদ্দিন, সাং টুক দিরাই, থানা দিরাই, জেলা সুনামগঞ্জ [821, 1342, 1123, 1380]
accused-cell: আরজত আলী, পিতামৃত সনভব আলী, সাং বাল্লা পাক্কা বাড়ী, থানা চুনারুঘাট, জেলা হবিগঞ্জ [821, 1087, 1123, 1142]
accused-cell: গোবিন্দ সরকার, পিতা জুতিষ্টি সরকার, সাং হরিনাকোনা, থানা লাখাই, জেলা হবিগঞ্জ [821, 1033, 1123, 1087]
case-cell: নাঃ শিঃ মামলা নং ৬১/২৪, (দরখাস্ত মামলা হতে উদ্ভূত) ধারাঃ- নারী ও শিশু নির্যাতন দমন আইন, ২০০০ (সংশোধনী/০৩ইং)এর ১১(গ) [1123, 1570, 1483, 1608]
sender-text: শাখা ব্যবস্থাপক/শাখা প্রধান, ফার্স্ট সিকিউরিটি ইসলামী ব্যাংক পি.এল.সি, মৌলভীবাজার শাখা, মৌলভীবাজার। [1135, 371, 1476, 402]
case-cell: নাঃ শিঃ মামলা নং ৩৫/২৪, (দরখাস্ত মামলা হতে উদ্ভূত) ধারাঃ- নারী ও শিশু নির্যাতন দমন আইন, ২০০০ (সংশোধনী/০৩ইং) এর ১১(গ) [1123, 1418, 1483, 1456]
case-cell: নাঃ শিঃ মামলা নং ১৪৫/২৩, জি আর-১১০/২৩(চুনাঃ) ধারাঃ- নারী ও শিশু নির্যাতন দমন আইন, ২০০০ (সংশোধনী/০৩ইং)এর ১০/৩০। [1123, 1142, 1483, 1180]
schedule-table-left [56, 1144, 757, 2423]
serial-cell: ৩৫ [759, 1380, 821, 1418]
table-row [57, 1383, 757, 1438]
serial-cell: ৬। [57, 1438, 126, 1492]
schedule-table [56, 1144, 757, 2365]
table-row [759, 1342, 1483, 1380]
table-row [759, 1494, 1483, 1532]
accused-cell: ১। জুয়েল মিয়া তালুকদার, পিতা হাজী আব্দুল জাহির তালুকদার, সাং দক্ষিন রানীগাও, থানা চুনারুঘাট, জেলা হবিগঞ্জ। [126, 1546, 448, 1600]
accused-cell: কামরুল হাসান@ নুজন মিয়া,পিতা ফিরোজ মিয়া, সাং হাতুন্ডা, থানা চুনারুঘাট, জেলা হবিগঞ্জ [821, 979, 1123, 1033]
accused-cell: ১। কাউছার মিয়া, পিতা আব্দুল জাহির, সাং বাঘারুক, থানা চুনারুঘাট, জেলা হবিগঞ্জ। [126, 1329, 448, 1383]
serial-cell: ১৫। [57, 1893, 126, 1931]
hajj-byline-text: আন্তর্জাতিক ডেস্ক [785, 277, 873, 291]
accused-cell: ১। হাফেজ সাইফুল ইসলাম,পিতা আবুল কাশেম, সাং শান্তিপুর, থানা মিঠামইন, জেলা কিশোরগঞ্জ। [126, 2257, 448, 2311]
accused-cell: ১। শাকিল মিয়া, পিতা মহনা মিয়া, সাং আল্লারপুর, থানা চুনারুঘাট, জেলা হবিগঞ্জ। [126, 1221, 448, 1275]
table-row [57, 2257, 757, 2311]
table-row [759, 1087, 1483, 1142]
table-row [759, 1608, 1483, 1646]
table-row [759, 1684, 1483, 1722]
case-cell: নাঃ শিঃ মামলা নং ৯০/২৪, (দরখাস্ত মামলা হতে উদ্ভূত) ধারাঃ- নারী ও শিশু নির্যাতন দমন আইন, ২০০০ (সংশোধনী/০৩ইং)এর ৯(১) [1123, 1722, 1483, 1760]
tribunal-memo: স্মারক নং-নাশিঃ-২/হবি-২০২৫-৬১(১) [56, 921, 256, 937]
accused-cell: ১। মোঃ মোজাহিদ@জুনাইদ মিয়া, পিতা মোতাব্বির মিয়া, সাং গোয়াছপুর, থানা চুনারুঘাট, জেলা হবিগঞ্জ। [126, 1166, 448, 1221]
serial-cell: ৪। [57, 1329, 126, 1383]
accused-cell: নুরুল ইসলাম, পিতা সোহরাব আলী, সাং বড়ডাগা, থানা চুনারুঘাট, জেলা হবিগঞ্জ [821, 1288, 1123, 1342]
table-row [57, 1893, 757, 1931]
table-row [759, 925, 1483, 979]
schedule-title: তফসিল [380, 1119, 429, 1138]
